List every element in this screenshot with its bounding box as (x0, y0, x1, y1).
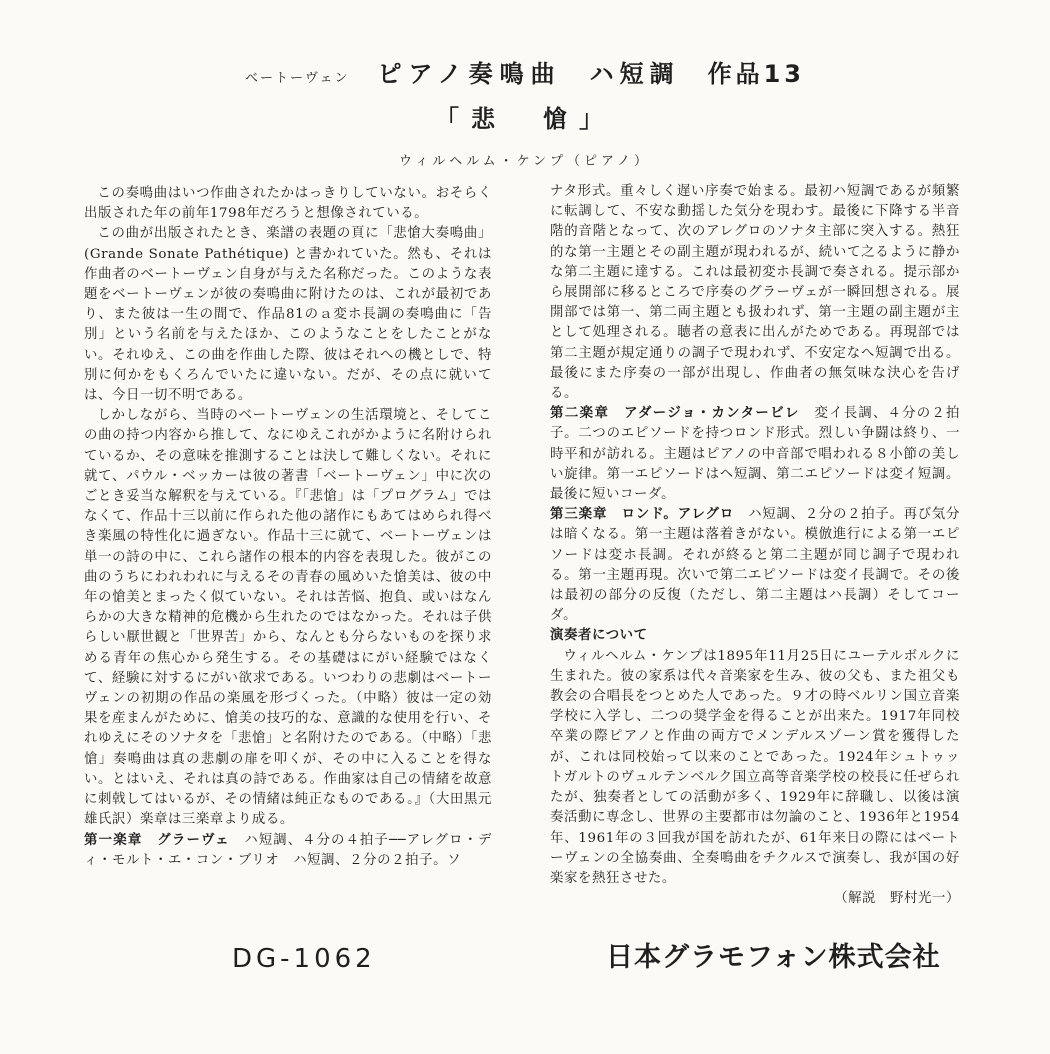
work-key: ハ短調 (589, 60, 680, 88)
title-line (0, 54, 1050, 89)
movement-1-continued: ナタ形式。重々しく遅い序奏で始まる。最初ハ短調であるが頻繁に転調して、不安な動揺した気分を現わす。最後に下降する半音階的音階となって、次のアレグロのソナタ主部に突入する。熱狂的な第一主題とその副主題が現われるが、続いて之るように静かな第二主題に達する。これは最初変ホ長調で奏される。提示部から展開部に移るところで序奏のグラーヴェが一瞬回想される。展開部では第一、第二両主題とも扱われず、第一主題の副主題が主として処理される。聴者の意表に出んがためである。再現部では第二主題が規定通りの調子で現われず、不安定なへ短調で出る。最後にまた序奏の一部が出現し、作曲者の無気味な決心を告げる。 (550, 184, 960, 402)
paragraph-intro: この奏鳴曲はいつ作曲されたかはっきりしていない。おそらく出版された年の前年1798年だろうと想像されている。 (84, 186, 492, 222)
movement-2-text: 変イ長調、４分の２拍子。二つのエピソードを持つロンド形式。烈しい争闘は終り、一時平和が訪れる。主題はピアノの中音部で唱われる８小節の美しい旋律。第一エピソードはヘ短調、第二エピソードは変イ短調。最後に短いコーダ。 (550, 406, 961, 503)
movement-1-paragraph (84, 831, 492, 871)
work-opus: 作品13 (707, 60, 805, 88)
right-column (550, 182, 960, 909)
catalog-number: DG-1062 (232, 944, 376, 974)
movement-2-heading: 第二楽章 アダージョ・カンタービレ (550, 406, 800, 422)
work-title: ピアノ奏鳴曲 (377, 60, 562, 88)
paragraph-becker-quote: しかしながら、当時のベートーヴェンの生活環境と、そしてこの曲の持つ内容から推して、なにゆえこれがかように名附けられているか、その意味を推測することは決して難しくない。それに就て、パウル・ベッカーは彼の著書「ベートーヴェン」中に次のごとき妥当な解釈を与えている。『「悲愴」は「プログラム」ではなくて、作品十三以前に作られた他の諸作にもあてはめられ得べき楽風の特性化に過ぎない。作品十三に就て、ベートーヴェンは単一の詩の中に、これら諸作の根本的内容を表現した。彼がこの曲のうちにわれわれに与えるその青春の風めいた愴美は、彼の中年の愴美とまったく似ていない。それは苦悩、抱負、或いはなんらかの大きな精神的危機から生れたのではなかった。それは子供らしい厭世観と「世界苦」から、なんとも分らないものを探り求める青年の焦心から発生する。その基礎はにがい経験ではなくて、経験に対するにがい欲求である。いつわりの悲劇はベートーヴェンの初期の作品の楽風を形づくった。（中略）彼は一定の効果を産まんがために、愴美の技巧的な、意識的な使用を行い、それゆえにそのソナタを「悲愴」と名附けたのである。（中略）「悲愴」奏鳴曲は真の悲劇の扉を叩くが、その中に入ることを得ない。とはいえ、それは真の詩である。作曲家は自己の情緒を故意に刺戟してはいるが、その情緒は純正なものである。』（大田黒元雄氏訳）楽章は三楽章より成る。 (84, 408, 492, 828)
composer-name: ベートーヴェン (245, 71, 350, 86)
performer-credit: ウィルヘルム・ケンプ（ピアノ） (398, 154, 651, 169)
work-subtitle: 「悲 愴」 (435, 105, 615, 133)
movement-3-heading: 第三楽章 ロンド。アレグロ (550, 507, 735, 523)
movement-3-text: ハ短調、２分の２拍子。再び気分は暗くなる。第一主題は落着きがない。模倣進行による第一エピソードは変ホ長調。それが終ると第二主題が同じ調子で現われる。第一主題再現。次いで第二エピソードは変イ長調で。その後は最初の部分の反復（ただし、第二主題はハ長調）そしてコーダ。 (550, 507, 960, 624)
performer-biography: ウィルヘルム・ケンプは1895年11月25日にユーテルボルクに生まれた。彼の家系は代々音楽家を生み、彼の父も、また祖父も教会の合唱長をつとめた人であった。９才の時ベルリン国立音楽学校に入学し、二つの奨学金を得ることが出来た。1917年同校卒業の際ピアノと作曲の両方でメンデルスゾーン賞を獲得したが、これは同校始って以来のことであった。1924年シュトゥットガルトのヴュルテンベルク国立高等音楽学校の校長に任ぜられたが、独奏者としての活動が多く、1929年に辞職し、以後は演奏活動に専念し、世界の主要都市は勿論のこと、1936年と1954年、1961年の３回我が国を訪れたが、61年来日の際にはベートーヴェンの全協奏曲、全奏鳴曲をチクルスで演奏し、我が国の好楽家を熱狂させた。 (550, 648, 960, 886)
commentary-credit: （解説 野村光一） (834, 891, 960, 907)
movement-1-text: ハ短調、４分の４拍子──アレグロ・ディ・モルト・エ・コン・ブリオ ハ短調、２分の２拍子。ソ (84, 832, 493, 868)
performer-section-heading: 演奏者について (550, 628, 648, 644)
header (0, 54, 1050, 134)
record-label: 日本グラモフォン株式会社 (606, 942, 941, 973)
movement-2-paragraph (550, 404, 960, 505)
movement-3-paragraph (550, 505, 960, 626)
paragraph-title-origin: この曲が出版されたとき、楽譜の表題の頁に「悲愴大奏鳴曲」(Grande Sonate Pathétique) と書かれていた。然も、それは作曲者のベートーヴェン自身が与えた名称だった。このような表題をベートーヴェンが彼の奏鳴曲に附けたのは、これが最初であり、また彼は一生の間で、作品81のａ変ホ長調の奏鳴曲に「告別」という名前を与えたほか、このようなことをしたことがない。それゆえ、この曲を作曲した際、彼はそれへの機としで、特別に何かをもくろんでいたに違いない。だが、その点に就いては、今日一切不明である。 (84, 226, 492, 404)
left-column (84, 184, 492, 871)
movement-1-heading: 第一楽章 グラーヴェ (84, 832, 230, 848)
